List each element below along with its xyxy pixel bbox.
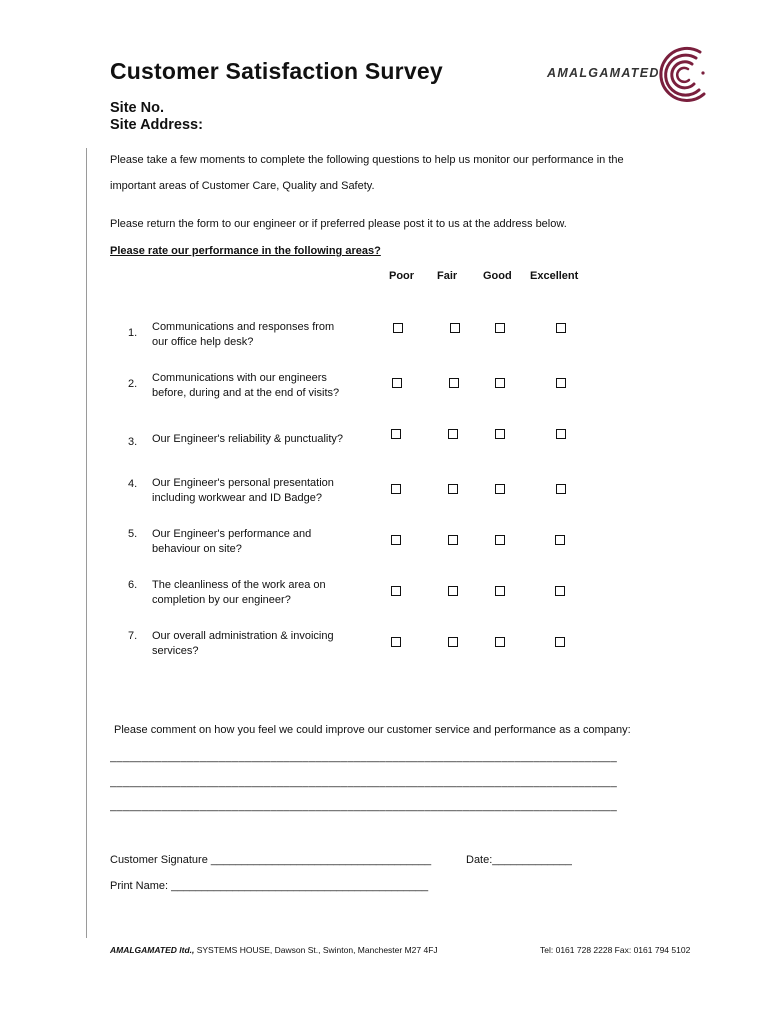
comment-line-2[interactable]: _______________________________________________________________________________: [110, 776, 617, 788]
footer-address: [110, 945, 438, 955]
comment-prompt: Please comment on how you feel we could improve our customer service and performance as a company:: [114, 724, 631, 736]
rating-checkbox-poor[interactable]: [393, 323, 403, 333]
rating-checkbox-excellent[interactable]: [556, 378, 566, 388]
print-name-field[interactable]: Print Name: __________________________________________: [110, 880, 429, 892]
rating-checkbox-excellent[interactable]: [556, 429, 566, 439]
company-logo: [656, 44, 712, 106]
rating-checkbox-good[interactable]: [495, 429, 505, 439]
intro-line-2: important areas of Customer Care, Quality and Safety.: [110, 180, 375, 192]
rating-checkbox-poor[interactable]: [391, 637, 401, 647]
question-text: Our Engineer's reliability & punctuality?: [152, 433, 344, 445]
column-excellent: Excellent: [530, 270, 579, 282]
rating-checkbox-poor[interactable]: [391, 535, 401, 545]
column-poor: Poor: [389, 270, 415, 282]
rating-checkbox-good[interactable]: [495, 586, 505, 596]
question-number: 3.: [128, 436, 138, 448]
question-text: The cleanliness of the work area on completion by our engineer?: [152, 579, 326, 606]
rating-checkbox-fair[interactable]: [448, 429, 458, 439]
question-number: 7.: [128, 630, 138, 642]
rating-checkbox-excellent[interactable]: [555, 586, 565, 596]
rating-checkbox-fair[interactable]: [448, 535, 458, 545]
question-number: 6.: [128, 579, 138, 591]
margin-rule: [86, 148, 87, 938]
rating-checkbox-good[interactable]: [495, 484, 505, 494]
rating-checkbox-excellent[interactable]: [556, 323, 566, 333]
footer-company: AMALGAMATED ltd.,: [110, 945, 195, 955]
site-no-label: Site No.: [110, 100, 164, 116]
rating-checkbox-fair[interactable]: [449, 378, 459, 388]
rating-checkbox-fair[interactable]: [448, 484, 458, 494]
rating-checkbox-fair[interactable]: [448, 637, 458, 647]
footer-address-text: SYSTEMS HOUSE, Dawson St., Swinton, Manchester M27 4FJ: [194, 945, 438, 955]
question-number: 2.: [128, 378, 138, 390]
question-text: Communications with our engineers before, during and at the end of visits?: [152, 372, 340, 399]
rating-heading: Please rate our performance in the following areas?: [110, 245, 381, 257]
rating-checkbox-poor[interactable]: [391, 429, 401, 439]
intro-line-1: Please take a few moments to complete the following questions to help us monitor our performance in the: [110, 154, 624, 166]
rating-checkbox-fair[interactable]: [448, 586, 458, 596]
page-title: Customer Satisfaction Survey: [110, 58, 443, 84]
comment-line-1[interactable]: _______________________________________________________________________________: [110, 751, 617, 763]
question-number: 5.: [128, 528, 138, 540]
question-number: 1.: [128, 327, 138, 339]
rating-checkbox-excellent[interactable]: [556, 484, 566, 494]
question-text: Our overall administration & invoicing services?: [152, 630, 334, 657]
rating-checkbox-excellent[interactable]: [555, 637, 565, 647]
footer-contact: Tel: 0161 728 2228 Fax: 0161 794 5102: [540, 945, 691, 955]
rating-checkbox-excellent[interactable]: [555, 535, 565, 545]
question-text: Our Engineer's personal presentation including workwear and ID Badge?: [152, 477, 334, 504]
rating-checkbox-good[interactable]: [495, 323, 505, 333]
rating-checkbox-good[interactable]: [495, 637, 505, 647]
date-field[interactable]: Date:_____________: [466, 854, 572, 866]
column-good: Good: [483, 270, 512, 282]
rating-checkbox-fair[interactable]: [450, 323, 460, 333]
question-text: Communications and responses from our office help desk?: [152, 321, 335, 348]
customer-signature-field[interactable]: Customer Signature ____________________________________: [110, 854, 432, 866]
rating-checkbox-good[interactable]: [495, 378, 505, 388]
brand-name: AMALGAMATED: [547, 66, 660, 80]
return-note: Please return the form to our engineer or if preferred please post it to us at the address below.: [110, 218, 567, 230]
question-text: Our Engineer's performance and behaviour on site?: [152, 528, 312, 555]
column-fair: Fair: [437, 270, 458, 282]
rating-checkbox-poor[interactable]: [391, 484, 401, 494]
question-number: 4.: [128, 478, 138, 490]
rating-checkbox-poor[interactable]: [392, 378, 402, 388]
comment-line-3[interactable]: _______________________________________________________________________________: [110, 800, 617, 812]
rating-checkbox-good[interactable]: [495, 535, 505, 545]
rating-checkbox-poor[interactable]: [391, 586, 401, 596]
site-address-label: Site Address:: [110, 117, 203, 133]
